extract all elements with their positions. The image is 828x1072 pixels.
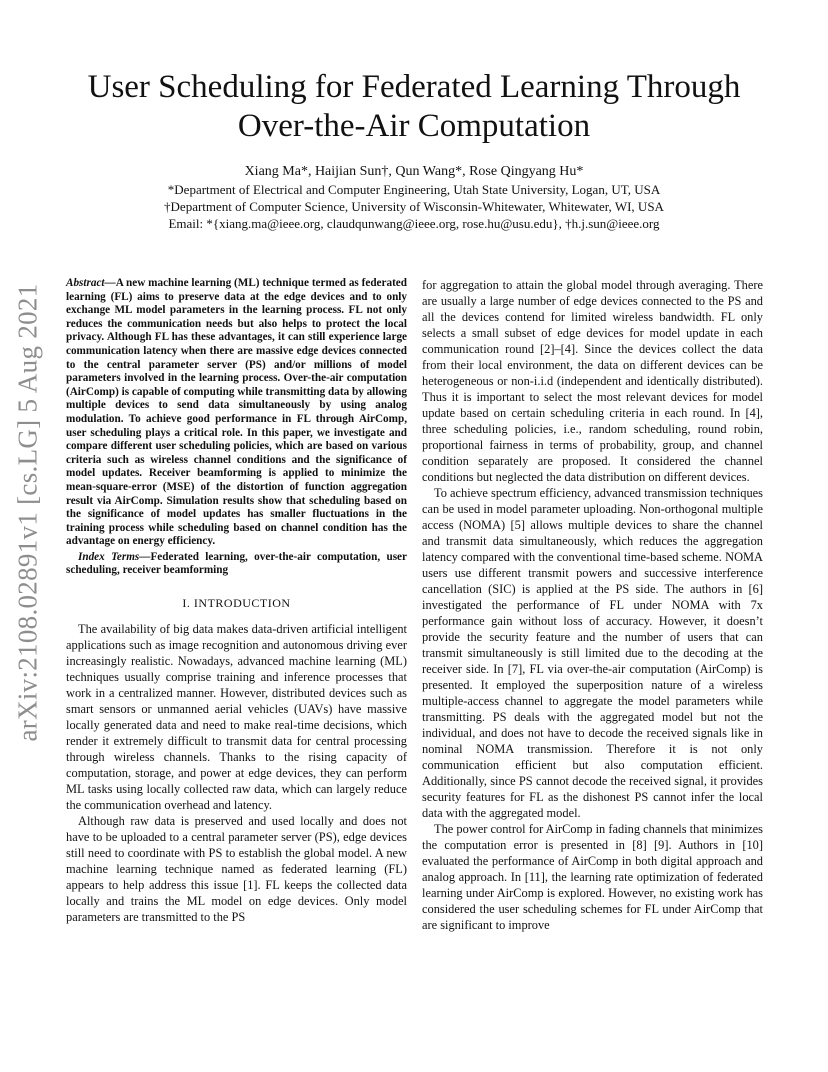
right-column <box>422 277 763 933</box>
body-paragraph: The availability of big data makes data-driven artificial intelligent applications such as image recognition and autonomous driving ever increasingly realistic. Nowadays, advanced machine learning (ML) techniques usually comprise training and inference processes that work in a centralized manner. However, distributed devices such as smart sensors or unmanned aerial vehicles (UAVs) have massive locally generated data and need to make real-time decisions, which render it extremely difficult to transmit data for central processing through wireless channels. Thanks to the rising capacity of computation, storage, and power at edge devices, they can perform ML tasks using locally collected raw data, which can largely reduce the communication overhead and latency. <box>66 622 407 813</box>
section-heading-introduction: I. INTRODUCTION <box>182 596 291 611</box>
author-emails: Email: *{xiang.ma@ieee.org, claudqunwang@ieee.org, rose.hu@usu.edu}, †h.j.sun@ieee.org <box>168 216 660 231</box>
author-list: Xiang Ma*, Haijian Sun†, Qun Wang*, Rose Qingyang Hu* <box>244 164 584 179</box>
abstract-label: Abstract— <box>66 277 116 289</box>
index-terms-label: Index Terms— <box>78 550 151 563</box>
paper-title: User Scheduling for Federated Learning Through Over-the-Air Computation <box>87 69 741 144</box>
index-terms <box>66 551 407 578</box>
arxiv-identifier-stamp <box>8 262 48 762</box>
body-paragraph: The power control for AirComp in fading channels that minimizes the computation error is presented in [8] [9]. Authors in [10] evaluated the performance of AirComp in both digital approach and analog approach. In [11], the learning rate optimization of federated learning under AirComp is explored. However, no existing work has considered the user scheduling schemes for FL under AirComp that are significant to improve <box>422 822 763 932</box>
body-paragraph: for aggregation to attain the global model through averaging. There are usually a large number of edge devices connected to the PS and all the devices contend for limited wireless bandwidth. FL only selects a small subset of edge devices for model update in each communication round [2]–[4]. Since the devices collect the data from their local environment, the data on different devices can be heterogeneous or non-i.i.d (independent and identically distributed). Thus it is important to select the most relevant devices for model update based on certain scheduling criteria in each round. In [4], three scheduling policies, i.e., random scheduling, round robin, proportional fairness in terms of probability, group, and channel condition separately are proposed. It considered the channel conditions but neglected the data distribution on different devices. <box>422 278 763 484</box>
affiliation-usu: *Department of Electrical and Computer Engineering, Utah State University, Logan, UT, USA <box>167 182 661 197</box>
left-column <box>66 277 407 925</box>
affiliation-uww: †Department of Computer Science, University of Wisconsin-Whitewater, Whitewater, WI, USA <box>164 199 664 214</box>
body-paragraph: Although raw data is preserved and used locally and does not have to be uploaded to a central parameter server (PS), edge devices still need to coordinate with PS to establish the global model. A new machine learning technique named as federated learning (FL) appears to help address this issue [1]. FL keeps the collected data locally and trains the ML model on edge devices. Only model parameters are transmitted to the PS <box>66 814 407 925</box>
index-terms-text: Federated learning, over-the-air computation, user scheduling, receiver beamforming <box>66 550 407 577</box>
body-paragraph: To achieve spectrum efficiency, advanced transmission techniques can be used in model parameter uploading. Non-orthogonal multiple access (NOMA) [5] allows multiple devices to share the channel and transmit data simultaneously, which reduces the aggregation latency compared with the conventional time-based scheme. NOMA users use different transmit powers and successive interference cancellation (SIC) is applied at the PS side. The authors in [6] investigated the performance of FL under NOMA with 7x performance gain without loss of accuracy. However, it doesn’t provide the security feature and the number of users that can transmit simultaneously is still limited due to the decoding at the receiver side. In [7], FL via over-the-air computation (AirComp) is presented. It employed the superposition nature of a wireless multiple-access channel to aggregate the model parameters while transmitting. PS deals with the aggregated model but not the individual, and does not have to decode the received signals like in nominal NOMA transmission. Therefore it is not only communication efficient but also computation efficient. Additionally, since PS cannot decode the received signal, it provides security features for FL as the dishonest PS cannot infer the local data with the aggregated model. <box>422 486 763 820</box>
arxiv-identifier-text: arXiv:2108.02891v1 [cs.LG] 5 Aug 2021 <box>12 282 43 742</box>
abstract <box>66 277 407 549</box>
abstract-text: A new machine learning (ML) technique termed as federated learning (FL) aims to preserve data at the edge devices and to only exchange ML model parameters in the learning process. FL not only reduces the communication needs but also helps to protect the local privacy. Although FL has these advantages, it can still experience large communication latency when there are massive edge devices connected to the central parameter server (PS) and/or millions of model parameters involved in the learning process. Over-the-air computation (AirComp) is capable of computing while transmitting data by allowing multiple devices to send data simultaneously by using analog modulation. To achieve good performance in FL through AirComp, user scheduling plays a critical role. In this paper, we investigate and compare different user scheduling policies, which are based on various criteria such as wireless channel conditions and the significance of model updates. Receiver beamforming is applied to minimize the mean-square-error (MSE) of the distortion of function aggregation result via AirComp. Simulation results show that scheduling based on the significance of model updates has smaller fluctuations in the training process while scheduling based on channel condition has the advantage on energy efficiency. <box>66 277 407 548</box>
